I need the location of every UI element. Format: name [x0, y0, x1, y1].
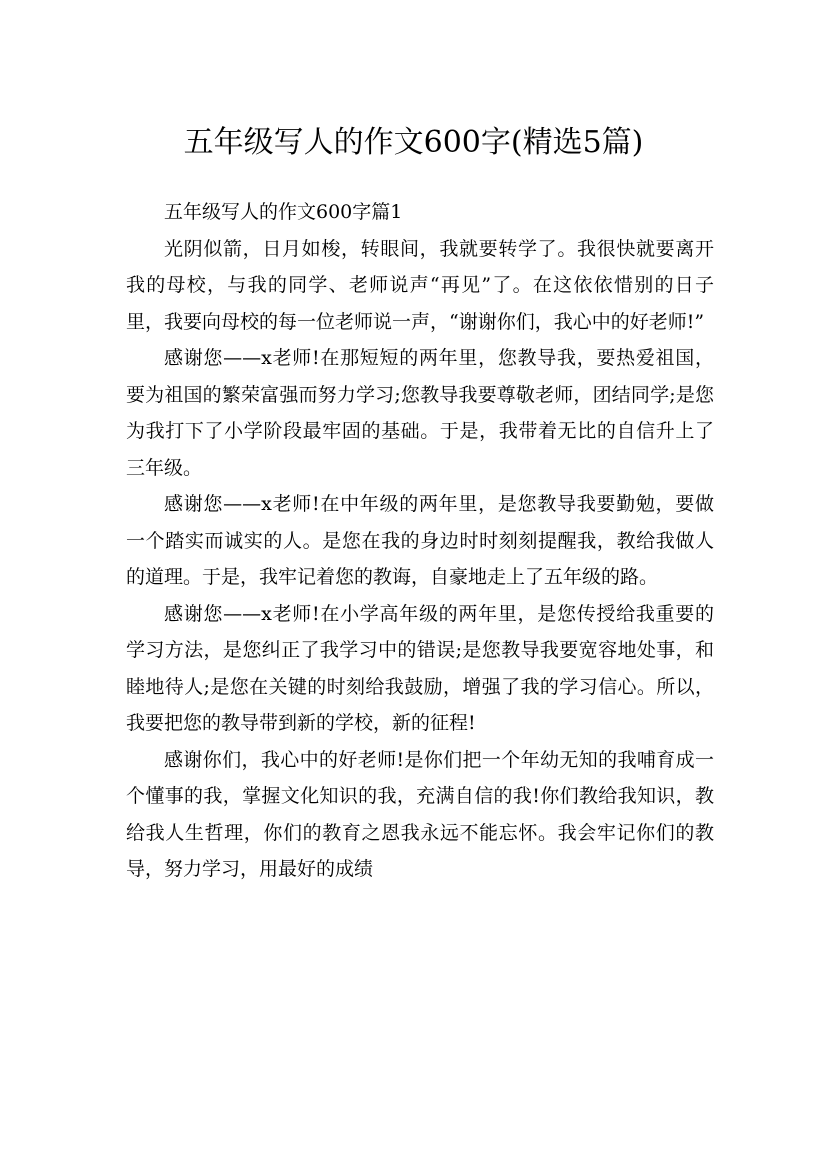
- document-body: [126, 194, 714, 888]
- paragraph-5: 感谢你们，我心中的好老师!是你们把一个年幼无知的我哺育成一个懂事的我，掌握文化知识的我，充满自信的我!你们教给我知识，教给我人生哲理，你们的教育之恩我永远不能忘怀。我会牢记你们的教导，努力学习，用最好的成绩: [126, 748, 714, 880]
- paragraph-4: 感谢您——x老师!在小学高年级的两年里，是您传授给我重要的学习方法，是您纠正了我学习中的错误;是您教导我要宽容地处事，和睦地待人;是您在关键的时刻给我鼓励，增强了我的学习信心。所以，我要把您的教导带到新的学校，新的征程!: [126, 602, 714, 734]
- paragraph-2: 感谢您——x老师!在那短短的两年里，您教导我，要热爱祖国，要为祖国的繁荣富强而努力学习;您教导我要尊敬老师，团结同学;是您为我打下了小学阶段最牢固的基础。于是，我带着无比的自信升上了三年级。: [126, 347, 714, 479]
- paragraph-3: 感谢您——x老师!在中年级的两年里，是您教导我要勤勉，要做一个踏实而诚实的人。是您在我的身边时时刻刻提醒我，教给我做人的道理。于是，我牢记着您的教诲，自豪地走上了五年级的路。: [126, 493, 714, 588]
- section-heading: 五年级写人的作文600字篇1: [164, 201, 403, 223]
- paragraph-1: 光阴似箭，日月如梭，转眼间，我就要转学了。我很快就要离开我的母校，与我的同学、老师说声“再见”了。在这依依惜别的日子里，我要向母校的每一位老师说一声，“谢谢你们，我心中的好老师!”: [126, 237, 714, 333]
- document-title: 五年级写人的作文600字(精选5篇): [183, 125, 644, 161]
